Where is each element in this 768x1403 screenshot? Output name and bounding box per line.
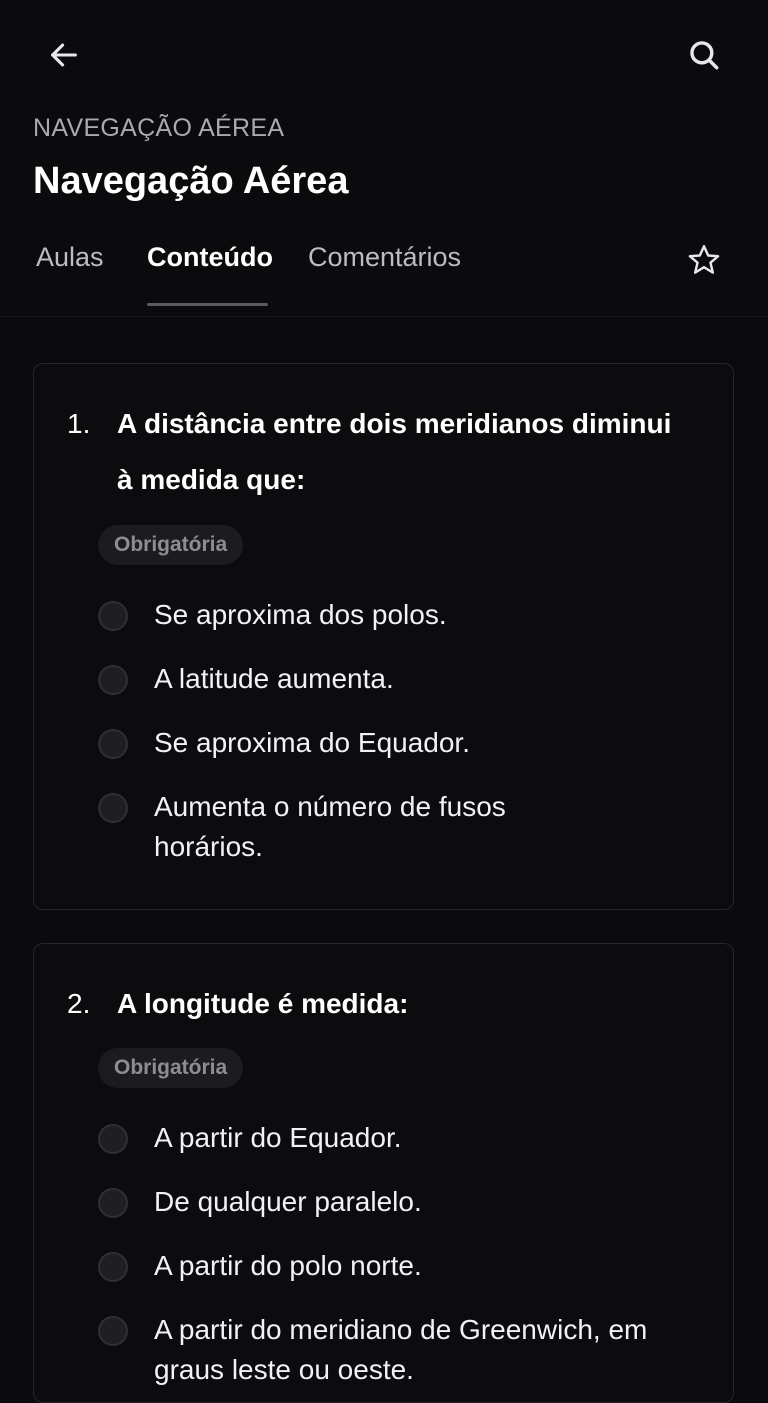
option-label: Se aproxima dos polos.	[154, 599, 447, 630]
required-badge: Obrigatória	[98, 525, 243, 565]
tab-comentarios[interactable]: Comentários	[308, 242, 462, 272]
arrow-left-icon	[47, 38, 81, 72]
question-number: 1.	[67, 408, 91, 439]
search-icon	[687, 38, 721, 72]
radio-button[interactable]	[98, 1124, 128, 1154]
required-badge: Obrigatória	[98, 1048, 243, 1088]
tab-aulas[interactable]: Aulas	[36, 242, 104, 272]
radio-button[interactable]	[98, 665, 128, 695]
top-app-bar	[0, 0, 768, 110]
option-label: A partir do Equador.	[154, 1122, 402, 1153]
radio-button[interactable]	[98, 793, 128, 823]
favorite-button[interactable]	[676, 232, 732, 288]
star-outline-icon	[686, 242, 722, 278]
question-card	[33, 363, 734, 910]
question-number: 2.	[67, 988, 91, 1019]
option-label: A partir do meridiano de Greenwich, em graus leste ou oeste.	[154, 1314, 648, 1385]
radio-button[interactable]	[98, 729, 128, 759]
option-label: Se aproxima do Equador.	[154, 727, 470, 758]
option-label: A partir do polo norte.	[154, 1250, 422, 1281]
search-button[interactable]	[676, 27, 732, 83]
back-button[interactable]	[36, 27, 92, 83]
option-label: De qualquer paralelo.	[154, 1186, 422, 1217]
option-label: Aumenta o número de fusos horários.	[154, 791, 506, 862]
tab-conteudo[interactable]: Conteúdo	[147, 242, 273, 272]
active-tab-indicator	[147, 303, 268, 306]
page-title: Navegação Aérea	[33, 160, 349, 202]
tab-bar	[0, 232, 768, 317]
question-text: A longitude é medida:	[117, 988, 409, 1019]
course-category: NAVEGAÇÃO AÉREA	[33, 114, 285, 142]
radio-button[interactable]	[98, 1252, 128, 1282]
option-label: A latitude aumenta.	[154, 663, 394, 694]
question-text: A distância entre dois meridianos diminui à medida que:	[117, 408, 672, 495]
question-card	[33, 943, 734, 1403]
radio-button[interactable]	[98, 1316, 128, 1346]
radio-button[interactable]	[98, 601, 128, 631]
radio-button[interactable]	[98, 1188, 128, 1218]
